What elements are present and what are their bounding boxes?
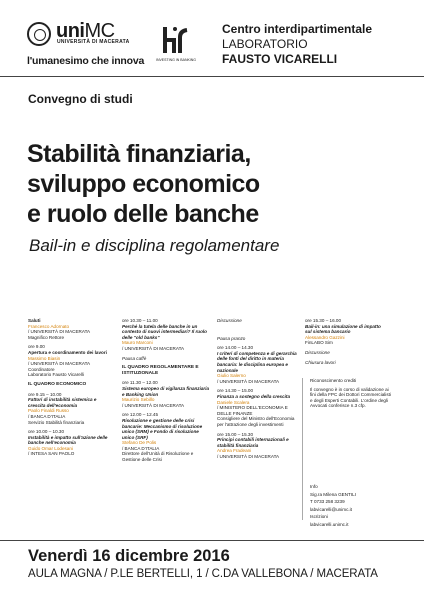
laboratorio-label: LABORATORIO <box>222 37 308 51</box>
time-slot: ore 15.00 – 15.30 <box>217 431 254 437</box>
section-heading: IL QUADRO ECONOMICO <box>28 381 87 387</box>
talk-title: Instabilità e impatto sull'azione delle banche nell'economia <box>28 434 108 446</box>
speaker-role: Coordinatore <box>28 366 55 372</box>
speaker-role: / BANCA D'ITALIA <box>122 445 160 451</box>
time-slot: ore 9.00 <box>28 344 45 350</box>
speaker-role: Consigliere del Ministro dell'Economia per l'attrazione degli investimenti <box>217 416 295 427</box>
event-venue: AULA MAGNA / P.LE BERTELLI, 1 / C.DA VALLEBONA / MACERATA <box>28 568 378 580</box>
speaker-name: Francesco Adornato <box>28 323 70 329</box>
speaker-role: / BANCA D'ITALIA <box>28 413 66 419</box>
saluti-label: Saluti <box>28 318 41 323</box>
discussion-label: Discussione <box>217 318 242 323</box>
talk-title: Fattori di instabilità sistemica e crescita dell'economia <box>28 397 97 408</box>
main-title-line-3: e ruolo delle banche <box>27 200 259 228</box>
lunch-break: Pausa pranzo <box>217 335 246 341</box>
unimc-logo: uniMC <box>56 20 115 42</box>
speaker-role: / UNIVERSITÀ DI MACERATA <box>217 378 280 384</box>
time-slot: ore 11.30 – 12.00 <box>122 380 158 386</box>
speaker-name: Stefano De Polis <box>122 440 157 446</box>
program-column-1 <box>28 318 110 461</box>
speaker-name: Giulio Salerno <box>217 373 246 379</box>
section-heading: IL QUADRO REGOLAMENTARE E ISTITUZIONALE <box>122 365 199 376</box>
laboratorio-logo-icon <box>162 25 190 55</box>
time-slot: ore 9.15 – 10.00 <box>28 391 62 397</box>
info-email[interactable]: labvicarelli@unimc.it <box>310 506 352 512</box>
speaker-name: Daniele Scalera <box>217 399 250 405</box>
speaker-role: FinLABO Sim <box>305 340 333 346</box>
speaker-name: Massimo Biasin <box>28 355 61 361</box>
speaker-role: Laboratorio Fausto Vicarelli <box>28 372 84 378</box>
speaker-role: Magnifico Rettore <box>28 334 65 340</box>
talk-title: Risoluzione e gestione delle crisi bancarie: Meccanismo di risoluzione unico (SRM) e Fondo di risoluzione unico (SRF) <box>122 417 203 440</box>
speaker-role: Direttore dell'Unità di Risoluzione e Gestione delle Crisi <box>122 451 194 463</box>
info-phone: T 0733 258 3239 <box>310 499 345 505</box>
speaker-name: Paolo Finaldi Russo <box>28 408 69 414</box>
sidebar-divider <box>302 378 303 520</box>
credits-heading: Riconoscimento crediti <box>310 378 357 383</box>
credits-text: Il convegno è in corso di validazione ai fini della FPC dei Dottori Commercialisti e degli Esperti Contabili. L'ordine degli Avvocati conferisce n.3 cfp. <box>310 386 391 409</box>
credits-box <box>310 378 392 412</box>
laboratorio-logo-caption: INVESTING IN BANKING <box>155 58 197 62</box>
event-date: Venerdì 16 dicembre 2016 <box>28 547 230 565</box>
speaker-name: Maurizio Sebillo <box>122 397 155 403</box>
speaker-role: / UNIVERSITÀ DI MACERATA <box>122 402 185 408</box>
speaker-role: / UNIVERSITÀ DI MACERATA <box>28 361 91 367</box>
speaker-role: / UNIVERSITÀ DI MACERATA <box>217 453 280 459</box>
university-seal-logo <box>27 22 51 46</box>
talk-title: Bail-in: una simulazione di impatto sul sistema bancario <box>305 323 381 335</box>
speaker-role: / UNIVERSITÀ DI MACERATA <box>28 329 91 335</box>
speaker-role: Servizio Stabilità finanziaria <box>28 419 85 425</box>
program-column-3 <box>217 318 297 463</box>
registration-heading: Iscrizioni <box>310 514 328 520</box>
unimc-motto: l'umanesimo che innova <box>27 55 145 67</box>
main-title-line-2: sviluppo economico <box>27 170 260 198</box>
footer-divider <box>0 540 424 541</box>
speaker-role: / UNIVERSITÀ DI MACERATA <box>122 345 185 351</box>
registration-link[interactable]: labvicarelli.unimc.it <box>310 521 349 527</box>
info-contact-name: Sig.ra Milena GENTILI <box>310 491 356 497</box>
info-heading: Info <box>310 484 318 489</box>
discussion-label: Discussione <box>305 349 330 355</box>
speaker-name: Alessandro Gazzini <box>305 334 345 340</box>
program-column-4 <box>305 318 385 369</box>
talk-title: Apertura e coordinamento dei lavori <box>28 349 107 355</box>
time-slot: ore 15.30 – 16.00 <box>305 318 342 323</box>
time-slot: ore 14.30 – 15.00 <box>217 388 254 394</box>
talk-title: Sistema europeo di vigilanza finanziaria e Banking Union <box>122 385 210 397</box>
time-slot: ore 12.00 – 12.45 <box>122 412 159 418</box>
speaker-name: Andrea Fradeani <box>217 448 252 454</box>
time-slot: ore 10.30 – 11.00 <box>122 318 158 323</box>
talk-title: Finanza a sostegno della crescita <box>217 393 291 399</box>
main-title-line-1: Stabilità finanziaria, <box>27 140 251 168</box>
unimc-subtitle: UNIVERSITÀ DI MACERATA <box>57 39 130 45</box>
coffee-break: Pausa caffè <box>122 355 147 361</box>
subtitle: Bail-in e disciplina regolamentare <box>29 236 280 255</box>
centro-title: Centro interdipartimentale <box>222 22 373 36</box>
time-slot: ore 14.00 – 14.30 <box>217 345 254 351</box>
speaker-role: / MINISTERO DELL'ECONOMIA E DELLE FINANZE <box>217 405 288 416</box>
time-slot: ore 10.00 – 10.30 <box>28 429 65 435</box>
info-box <box>310 484 392 530</box>
speaker-name: Guido Omar Lodesani <box>28 445 73 451</box>
speaker-name: Mauro Marconi <box>122 340 153 346</box>
speaker-role: / INTESA SAN PAOLO <box>28 451 75 457</box>
talk-title: I criteri di competenza e di gerarchia delle fonti del diritto in materia bancaria: le disciplina europea e nazionale <box>217 350 297 373</box>
talk-title: Perché la tutela delle banche in un contesto di nuovi intermediari? Il ruolo delle "old banks" <box>122 323 207 340</box>
header-divider <box>0 76 424 77</box>
fausto-vicarelli-label: FAUSTO VICARELLI <box>222 52 338 66</box>
talk-title: Principi contabili internazionali e stabilità finanziaria <box>217 437 289 448</box>
event-type: Convegno di studi <box>28 92 133 106</box>
program-column-2 <box>122 318 210 467</box>
closing-label: Chiusura lavori <box>305 359 336 365</box>
